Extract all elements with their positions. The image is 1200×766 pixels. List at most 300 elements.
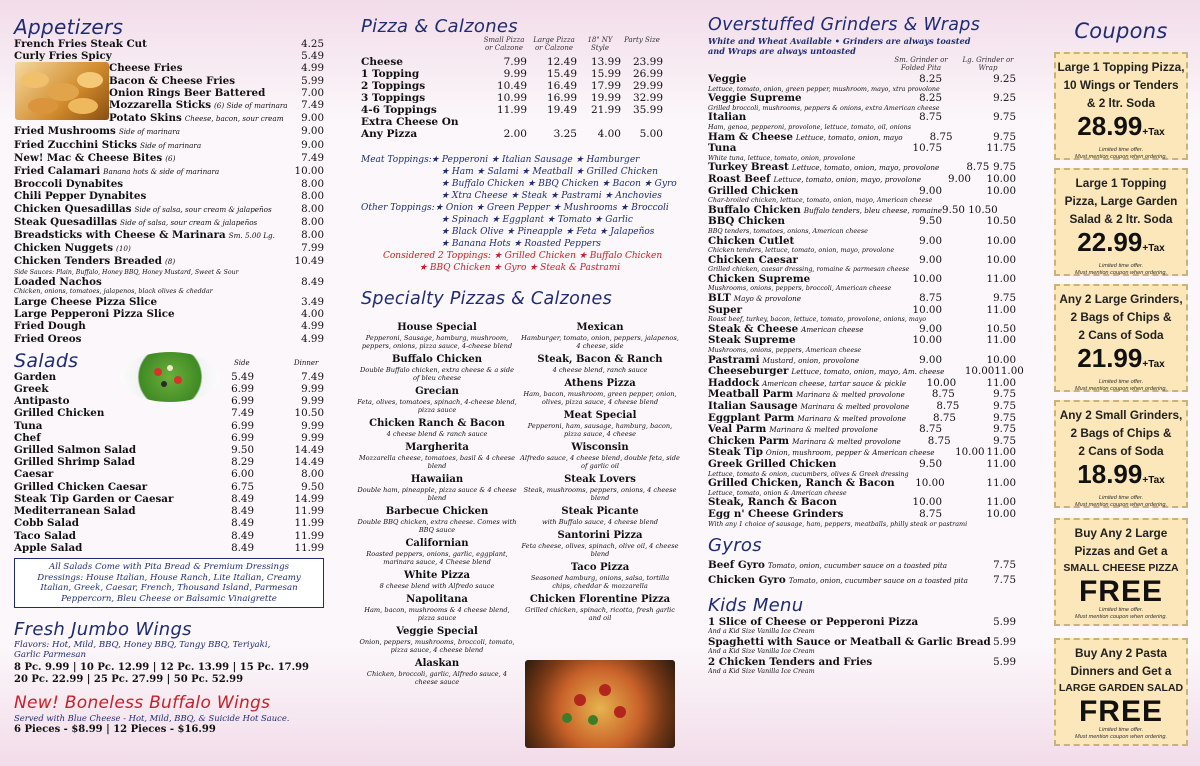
grinder-row [708,478,1016,490]
coupon-4[interactable] [1054,400,1188,508]
coupon-4-tax: +Tax [1142,475,1165,486]
grinders-sub-1: White and Wheat Available • Grinders are always toasted [708,36,971,46]
item-name: Broccoli Dynabites [14,178,124,191]
item-desc: Sm. 5.00 Lg. [228,231,275,241]
menu-item [14,216,324,229]
menu-item [14,50,324,62]
item-name: Chili Pepper Dynabites [14,190,147,203]
header-small: Small Pizza or Calzone [483,36,525,52]
item-name: Onion Rings Beer Battered [109,86,266,99]
specialty-name: Steak, Bacon & Ranch [537,354,663,365]
grinder-inline-desc: Lettuce, tomato, onion, mayo [795,132,903,142]
kids-note: And a Kid Size Vanilla Ice Cream [708,628,815,636]
pizza-price: 11.99 [496,104,527,116]
grinder-desc: Lettuce, tomato, onion & American cheese [708,489,847,497]
item-name: Fried Dough [14,320,86,333]
specialty-desc: Feta cheese, olives, spinach, olive oil, 4 cheese blend [521,542,679,558]
grinders-sub-2: and Wraps are always untoasted [708,46,856,56]
grinder-large-price: 10.00 [986,172,1016,185]
item-price: 8.00 [301,190,324,203]
grinder-small-price: 8.75 [919,111,942,124]
salad-side-price: 6.99 [231,383,254,396]
grinder-large-price: 10.50 [986,322,1016,335]
item-name: Breadsticks with Cheese & Marinara [14,229,226,242]
coupon-4-price: 18.99 [1077,459,1143,489]
pizza-price: 9.99 [503,68,527,80]
grinder-row [708,186,1016,198]
grinder-small-price: 10.00 [912,303,942,316]
specialty-desc: Chicken, broccoli, garlic, Alfredo sauce, 4 cheese sauce [366,670,508,686]
salad-name: Apple Salad [14,541,83,554]
pizza-row [361,80,673,92]
item-name: Fried Mushrooms [14,125,116,138]
specialty-desc: Onion, peppers, mushrooms, broccoli, tomato, pizza sauce, 4 cheese blend [359,638,515,654]
coupon-6-line-1: Buy Any 2 Pasta [1074,646,1167,660]
item-price: 8.49 [301,276,324,289]
salad-image [120,352,220,402]
boneless-title: New! Boneless Buffalo Wings [14,693,271,714]
grinder-large-price: 9.75 [993,388,1016,401]
pizza-price: 10.49 [496,80,527,92]
salad-row [14,407,324,419]
meat-toppings-2: ★ Ham ★ Salami ★ Meatball ★ Grilled Chicken [441,167,658,177]
specialty-desc: with Buffalo sauce, 4 cheese blend [541,518,659,526]
specialty-list-right [520,318,680,622]
coupon-5[interactable] [1054,518,1188,626]
grinder-small-price: 8.75 [927,434,951,447]
dressings-note-4: Peppercorn, Bleu Cheese or Balsamic Vinaigrette [61,593,277,604]
grinder-large-price: 11.00 [986,477,1016,490]
coupon-2[interactable] [1054,168,1188,276]
salad-row [14,456,324,468]
salad-row [14,481,324,493]
gyro-price: 7.75 [993,559,1016,572]
grinder-large-price: 10.50 [986,215,1016,228]
specialty-name: Wisconsin [571,442,629,453]
salad-name: Greek [14,383,49,396]
gyro-row [708,573,1016,588]
grinder-name: Ham & Cheese [708,130,793,143]
grinder-name: Super [708,303,743,316]
specialty-name: Chicken Ranch & Bacon [369,418,505,429]
grinder-large-price: 10.00 [986,353,1016,366]
coupon-4-line-2: 2 Bags of Chips & [1070,426,1172,440]
grinder-large-price: 11.00 [986,446,1016,459]
item-name: Potato Skins [109,112,182,125]
item-name: Loaded Nachos [14,276,102,289]
pizza-price: 13.99 [590,56,621,68]
grinder-inline-desc: Marinara & melted provolone [769,425,878,435]
coupon-2-fine-1: Limited time offer. [1098,263,1144,269]
pizza-price: 23.99 [632,56,663,68]
grinder-large-price: 10.00 [986,507,1016,520]
extra-price-large: 3.25 [553,128,577,140]
other-toppings-4: ★ Banana Hots ★ Roasted Peppers [441,239,601,249]
pizza-price: 21.99 [590,104,621,116]
grinder-small-price: 10.00 [964,365,995,378]
appetizers-list-3 [14,296,324,345]
grinder-name: Turkey Breast [708,161,789,174]
item-price: 5.99 [301,74,324,87]
pizza-price: 16.99 [546,92,577,104]
salad-side-price: 8.49 [231,529,254,542]
pizza-row [361,92,673,104]
pizza-price: 17.99 [590,80,621,92]
menu-item [14,178,324,190]
specialty-name: House Special [397,322,477,333]
dressings-note-2: Dressings: House Italian, House Ranch, Lite Italian, Creamy [37,572,301,583]
item-price: 4.00 [301,308,324,321]
specialty-desc: Feta, olives, tomatoes, spinach, 4-cheese blend, pizza sauce [357,398,517,414]
salad-dinner-price: 9.99 [301,395,324,408]
specialty-desc: Mozzarella cheese, tomatoes, basil & 4 cheese blend [358,454,516,470]
item-desc: Banana hots & side of marinara [103,167,220,177]
header-party: Party Size [624,36,660,44]
grinder-name: Chicken Caesar [708,253,798,266]
coupon-3[interactable] [1054,284,1188,392]
nachos-note: Chicken, onions, tomatoes, jalapenos, black olives & cheddar [14,288,213,296]
menu-item [14,165,324,178]
menu-item [14,139,324,152]
salad-name: Grilled Shrimp Salad [14,456,136,469]
grinder-name: Veggie [708,73,747,85]
item-name: Curly Fries Spicy [14,50,112,63]
specialty-name: Napolitana [406,594,468,605]
specialty-name: Grecian [415,386,459,397]
pizza-title: Pizza & Calzones [361,16,518,37]
grinder-desc: Roast beef, turkey, bacon, lettuce, tomato, provolone, onions, mayo [708,316,927,324]
specialty-title: Specialty Pizzas & Calzones [361,289,613,309]
coupon-3-price: 21.99 [1077,343,1143,373]
pizza-size-label: 3 Toppings [361,92,426,104]
coupon-2-line-2: Pizza, Large Garden [1064,194,1178,208]
grinder-large-price: 9.75 [993,411,1016,424]
coupon-2-price: 22.99 [1077,227,1143,257]
pizza-extra-row [361,116,673,128]
salad-name: Grilled Chicken Caesar [14,480,148,493]
salad-dinner-price: 9.99 [301,419,324,432]
grinder-inline-desc: American cheese [801,324,864,334]
grinder-name: Italian Sausage [708,400,798,412]
grinder-name: Tuna [708,142,737,155]
coupon-1-fine-2: Must mention coupon when ordering. [1074,154,1168,160]
coupon-2-line-1: Large 1 Topping [1075,176,1167,190]
salad-row [14,517,324,529]
kids-row [708,636,1016,648]
extra-price-ny: 4.00 [597,128,621,140]
grinder-name: Haddock [708,376,760,389]
grinder-name: Egg n' Cheese Grinders [708,507,844,520]
specialty-name: Barbecue Chicken [385,506,489,517]
pizza-size-label: 2 Toppings [361,80,426,92]
item-price: 9.00 [301,112,324,125]
salad-name: Steak Tip Garden or Caesar [14,492,174,505]
specialty-name: Alaskan [414,658,460,669]
kids-price: 5.99 [993,635,1016,648]
other-toppings-1: ★ Onion ★ Green Pepper ★ Mushrooms ★ Broccoli [435,203,669,213]
gyro-desc: Tomato, onion, cucumber sauce on a toasted pita [767,561,948,571]
grinder-name: Steak Tip [708,446,763,459]
grinder-desc: Char-broiled chicken, lettuce, tomato, onion, mayo, American cheese [708,197,933,205]
boneless-prices: 6 Pieces - $8.99 | 12 Pieces - $16.99 [14,724,216,736]
grinder-desc: White tuna, lettuce, tomato, onion, provolone [708,154,856,162]
coupon-2-tax: +Tax [1142,243,1165,254]
grinder-small-price: 9.00 [919,322,942,335]
item-price: 3.49 [301,296,324,309]
specialty-desc: Roasted peppers, onions, garlic, eggplant, marinara sauce, 4 Cheese blend [366,550,508,566]
coupon-6-line-2: Dinners and Get a [1070,664,1172,678]
grinder-name: Veal Parm [708,423,767,436]
item-price: 4.99 [301,62,324,75]
grinder-small-price: 10.00 [915,477,945,490]
grinder-small-price: 9.00 [919,234,942,247]
grinder-large-price: 9.75 [993,130,1016,143]
grinder-desc: Lettuce, tomato, onion, green pepper, mushroom, mayo, xtra provolone [708,85,940,93]
gyro-name: Chicken Gyro [708,574,786,587]
item-desc: Side of marinara [118,127,180,137]
specialty-desc: Double ham, pineapple, pizza sauce & 4 cheese blend [357,486,517,502]
salad-row [14,542,324,554]
specialty-name: Buffalo Chicken [391,354,483,365]
salad-dinner-price: 8.00 [301,468,324,481]
grinder-row [708,174,1016,186]
specialty-desc: 8 cheese blend with Alfredo sauce [379,582,495,590]
pizza-price: 19.99 [590,92,621,104]
salad-dinner-price: 9.50 [301,480,324,493]
grinder-row [708,305,1016,317]
salad-dinner-price: 11.99 [294,517,324,530]
header-small-grinder: Sm. Grinder or Folded Pita [894,56,948,72]
grinder-small-price: 8.75 [931,388,955,401]
grinder-small-price: 8.25 [919,73,942,85]
grinder-large-price: 9.75 [993,292,1016,305]
specialty-name: Taco Pizza [570,562,630,573]
appetizers-list-2 [14,276,324,288]
meat-toppings-4: ★ Xtra Cheese ★ Steak ★ Pastrami ★ Anchovies [441,191,662,201]
grinder-name: Steak Supreme [708,334,796,347]
coupon-3-fine-2: Must mention coupon when ordering. [1074,386,1168,392]
grinder-name: Chicken Parm [708,434,790,447]
grinder-large-price: 11.00 [986,334,1016,347]
boneless-sub: Served with Blue Cheese - Hot, Mild, BBQ, & Suicide Hot Sauce. [14,713,290,724]
pizza-price: 15.99 [590,68,621,80]
grinder-name: Cheeseburger [708,365,789,378]
grinder-large-price: 9.25 [993,73,1016,85]
menu-item [14,255,324,268]
extra-price-party: 5.00 [639,128,663,140]
grinder-row [708,293,1016,305]
menu-item [14,308,324,320]
grinder-large-price: 9.75 [993,434,1016,447]
salad-dinner-price: 11.99 [294,529,324,542]
salad-dinner-price: 11.99 [294,541,324,554]
coupon-2-fine-2: Must mention coupon when ordering. [1074,270,1168,276]
item-name: Steak Quesadillas [14,215,118,228]
menu-item [14,242,324,255]
salad-name: Caesar [14,468,54,481]
item-name: Chicken Nuggets [14,242,114,255]
header-large: Large Pizza or Calzone [533,36,575,52]
gyro-row [708,558,1016,573]
grinder-desc: Grilled chicken, caesar dressing, romaine & parmesan cheese [708,266,910,274]
salad-side-price: 6.75 [231,480,254,493]
considered-two-2: ★ BBQ Chicken ★ Gyro ★ Steak & Pastrami [419,263,621,273]
gyro-name: Beef Gyro [708,559,765,572]
wings-flavors-2: Garlic Parmesan [14,650,87,661]
salad-dinner-price: 14.49 [294,444,324,457]
salad-side-price: 9.50 [231,444,254,457]
grinder-name: Chicken Cutlet [708,234,795,247]
grinder-name: Steak, Ranch & Bacon [708,496,837,509]
coupon-1-line-1: Large 1 Topping Pizza, [1057,60,1185,74]
specialty-name: White Pizza [404,570,470,581]
coupon-6[interactable] [1054,638,1188,746]
grinder-row [708,93,1016,105]
grinder-inline-desc: Marinara & melted provolone [792,436,901,446]
grinder-desc: Lettuce, tomato & onion, cucumbers, olives & Greek dressing [708,470,909,478]
wings-prices-2: 20 Pc. 22.99 | 25 Pc. 27.99 | 50 Pc. 52.99 [14,674,244,686]
menu-item [14,229,324,242]
coupon-1-price: 28.99 [1077,111,1143,141]
salads-dinner-header: Dinner [294,358,319,367]
grinder-large-price: 11.75 [986,142,1016,155]
specialty-name: Mexican [576,322,624,333]
salad-dinner-price: 14.99 [294,492,324,505]
coupon-5-line-1: Buy Any 2 Large [1074,526,1168,540]
dressings-box [14,558,324,608]
gyros-list [708,558,1016,588]
specialty-name: Athens Pizza [564,378,636,389]
grinder-small-price: 9.50 [919,215,942,228]
grinder-row [708,459,1016,471]
salad-name: Cobb Salad [14,517,79,530]
specialty-desc: Grilled chicken, spinach, ricotta, fresh garlic and oil [525,606,675,622]
pizza-image [525,660,675,748]
grinder-row [708,216,1016,228]
salad-side-price: 6.99 [231,419,254,432]
grinder-name: BLT [708,292,731,305]
salad-name: Grilled Salmon Salad [14,444,137,457]
grinder-row [708,401,1016,413]
item-price: 7.49 [301,99,324,112]
salad-row [14,420,324,432]
grinder-name: Meatball Parm [708,388,794,401]
item-desc: (6) [165,153,176,163]
item-name: Fried Zucchini Sticks [14,138,138,151]
salad-row [14,493,324,505]
gyros-title: Gyros [708,535,762,557]
item-price: 5.49 [301,50,324,63]
menu-item [14,125,324,138]
grinder-row [708,335,1016,347]
grinder-inline-desc: Marinara & melted provolone [797,413,906,423]
coupon-1[interactable] [1054,52,1188,160]
grinder-row [708,509,1016,521]
grinder-inline-desc: Marinara & melted provolone [800,402,910,411]
item-name: Chicken Quesadillas [14,202,132,215]
grinder-desc: Mushrooms, onions, peppers, broccoli, American cheese [708,285,892,293]
grinder-large-price: 11.00 [986,457,1016,470]
salad-row [14,444,324,456]
grinder-small-price: 9.00 [948,172,971,185]
grinder-name: Pastrami [708,353,760,366]
salad-row [14,505,324,517]
salad-side-price: 8.49 [231,492,254,505]
pizza-rows [361,56,673,116]
salads-side-header: Side [234,358,250,367]
menu-item [14,320,324,332]
coupon-5-fine-1: Limited time offer. [1098,607,1144,613]
meat-toppings-1: ★ Pepperoni ★ Italian Sausage ★ Hamburger [431,155,640,165]
item-price: 8.00 [301,229,324,242]
coupon-3-fine-1: Limited time offer. [1098,379,1144,385]
wings-flavors: Flavors: Hot, Mild, BBQ, Honey BBQ, Tangy BBQ, Teriyaki, [14,640,271,651]
item-desc: Side of marinara [140,140,202,150]
coupon-2-line-3: Salad & 2 ltr. Soda [1069,212,1173,226]
gyro-price: 7.75 [993,574,1016,587]
item-desc: (10) [116,244,131,254]
grinder-small-price: 10.00 [912,334,942,347]
grinder-name: Italian [708,111,747,124]
menu-item [14,276,324,288]
specialty-desc: Seasoned hamburg, onions, salsa, tortilla chips, cheddar & mozzarella [530,574,670,590]
pizza-illustration [525,660,675,748]
salad-side-price: 7.49 [231,407,254,420]
item-desc: Side of salsa, sour cream & jalapeños [134,204,272,214]
grinder-desc: Ham, genoa, pepperoni, provolone, lettuce, tomato, oil, onions [708,123,911,131]
specialty-desc: 4 cheese blend, ranch sauce [552,366,648,374]
grinder-small-price: 10.00 [955,446,985,459]
pizza-size-label: Cheese [361,56,403,68]
dressings-note-3: Italian, Greek, Caesar, French, Thousand Island, Parmesan [40,583,298,594]
kids-title: Kids Menu [708,595,804,617]
pizza-price: 16.49 [546,80,577,92]
side-sauces-note: Side Sauces: Plain, Buffalo, Honey BBQ, Honey Mustard, Sweet & Sour [14,268,239,276]
menu-item [14,38,324,50]
item-price: 8.00 [301,202,324,215]
item-price: 7.49 [301,151,324,164]
grinder-name: Veggie Supreme [708,92,802,105]
grinder-row [708,112,1016,124]
grinder-small-price: 9.00 [919,353,942,366]
salad-dinner-price: 9.99 [301,383,324,396]
coupons-title: Coupons [1074,19,1168,43]
pizza-price: 15.49 [546,68,577,80]
any-pizza-label: Any Pizza [361,128,418,140]
kids-price: 5.99 [993,655,1016,668]
considered-two-1: Considered 2 Toppings: ★ Grilled Chicken ★ Buffalo Chicken [383,251,663,261]
kids-row [708,656,1016,668]
coupon-4-line-1: Any 2 Small Grinders, [1059,408,1183,422]
item-name: Bacon & Cheese Fries [109,74,235,87]
item-price: 10.49 [294,255,324,268]
grinder-inline-desc: American cheese, tartar sauce & pickle [762,378,907,388]
salad-name: Taco Salad [14,529,76,542]
item-desc: Side of salsa, sour cream & jalapeños [120,217,258,227]
grinder-inline-desc: Lettuce, tomato, onion, mayo, provolone [773,174,921,184]
grinder-small-price: 10.00 [912,496,942,509]
grinder-inline-desc: Lettuce, tomato, onion, mayo, provolone [791,163,940,173]
coupon-6-fine-2: Must mention coupon when ordering. [1074,734,1168,740]
kids-price: 5.99 [993,616,1016,629]
salad-dinner-price: 14.49 [294,456,324,469]
coupon-1-line-2: 10 Wings or Tenders [1063,78,1179,92]
item-name: Cheese Fries [109,62,183,75]
item-name: Fried Calamari [14,165,101,178]
grinder-small-price: 8.75 [966,161,990,174]
grinders-list [708,73,1024,521]
grinder-inline-desc: Mustard, onion, provolone [762,355,860,365]
